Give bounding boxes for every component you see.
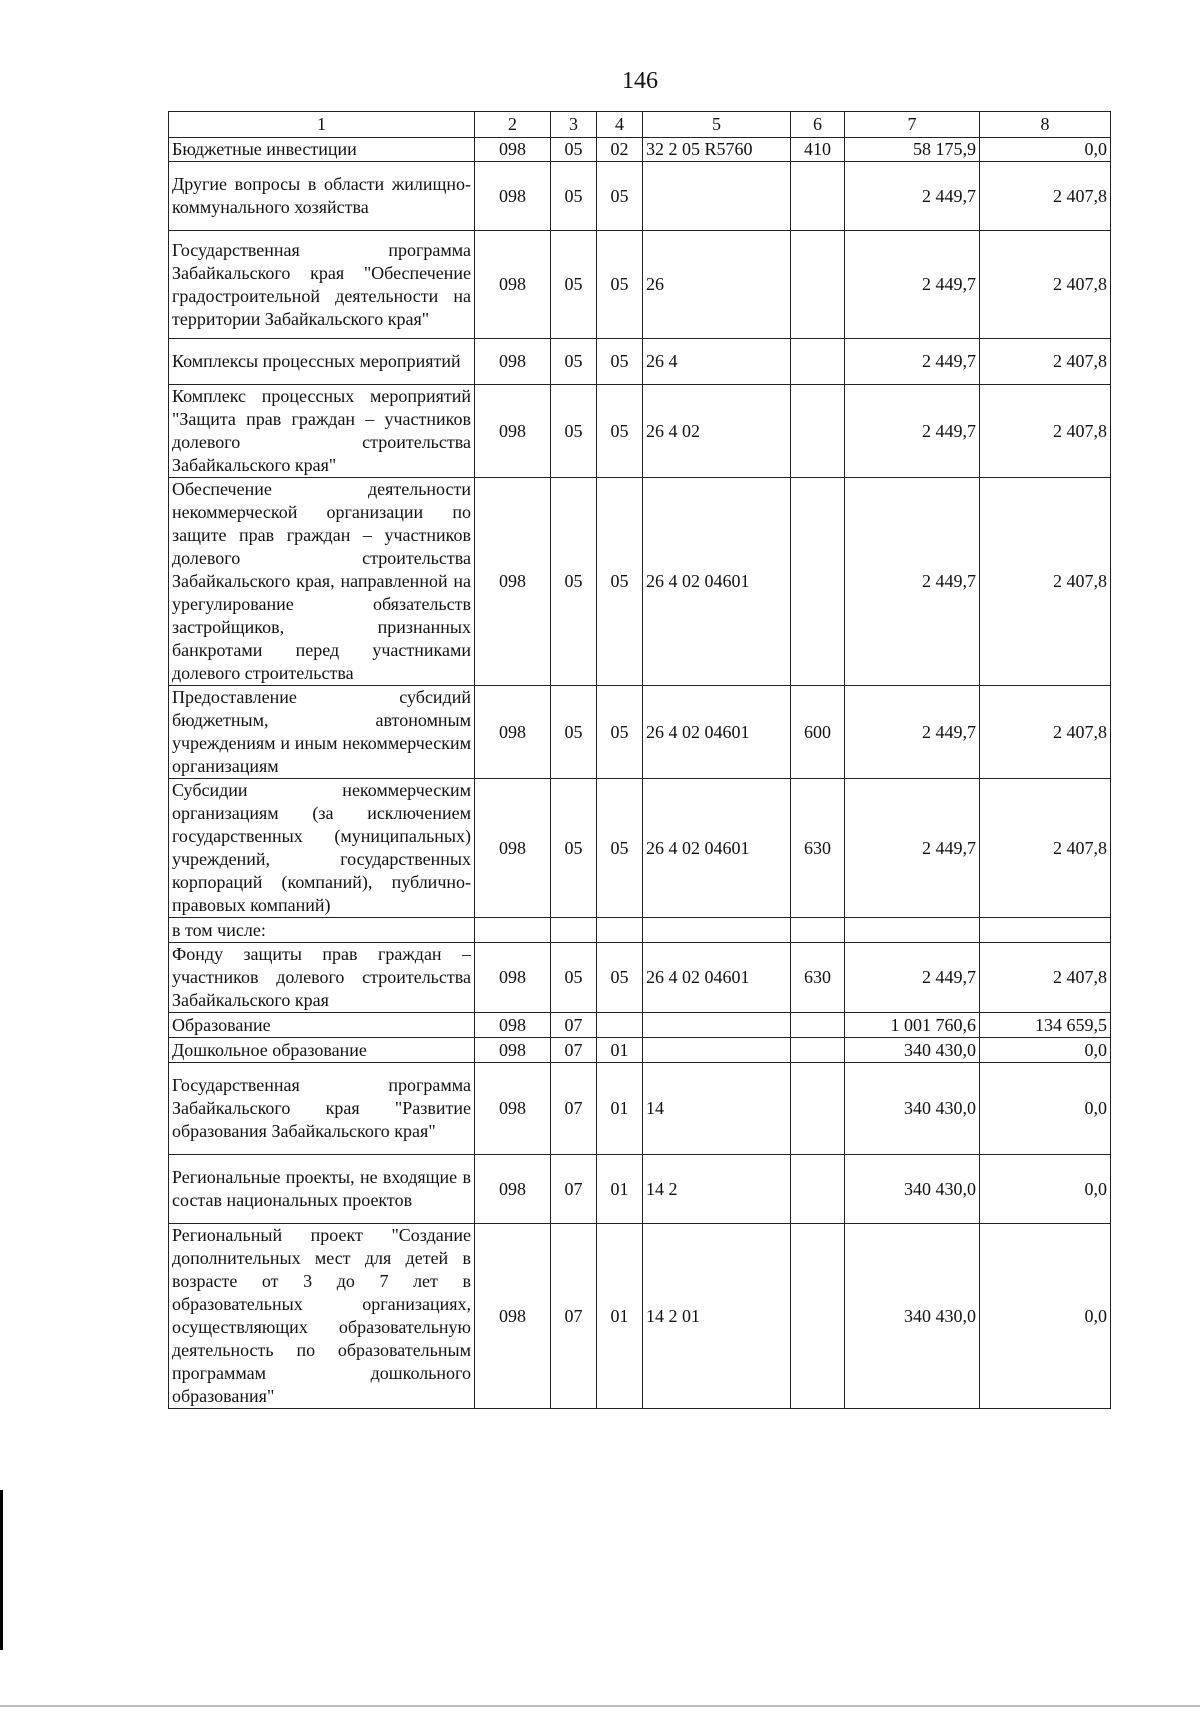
budget-table [168,111,1111,1409]
table-cell: 05 [597,339,643,385]
row-name-cell: Региональный проект "Создание дополнительных мест для детей в возрасте от 3 до 7 лет в образовательных организациях, осуществляющих образовательную деятельность по образовательным программам дошкольного образования" [169,1224,475,1409]
table-cell [791,231,845,339]
table-cell: 01 [597,1155,643,1224]
table-cell: 2 449,7 [845,339,980,385]
table-cell [791,162,845,231]
table-cell: 01 [597,1063,643,1155]
table-cell: 2 407,8 [980,385,1111,478]
table-cell: 05 [551,478,597,686]
table-cell: 2 407,8 [980,478,1111,686]
column-header: 3 [551,112,597,138]
table-cell: 134 659,5 [980,1013,1111,1038]
table-cell [791,1063,845,1155]
table-cell [475,918,551,943]
table-cell: 05 [551,943,597,1013]
table-cell: 098 [475,1224,551,1409]
table-cell: 05 [597,231,643,339]
table-cell: 340 430,0 [845,1224,980,1409]
table-cell: 32 2 05 R5760 [643,138,791,162]
table-cell: 098 [475,686,551,779]
table-cell: 01 [597,1224,643,1409]
table-cell: 410 [791,138,845,162]
table-cell: 0,0 [980,138,1111,162]
table-cell [791,918,845,943]
column-header: 5 [643,112,791,138]
table-cell: 07 [551,1038,597,1063]
table-cell [791,385,845,478]
table-row [169,478,1111,686]
table-cell: 340 430,0 [845,1038,980,1063]
table-cell: 2 449,7 [845,385,980,478]
table-cell: 098 [475,339,551,385]
table-cell: 2 407,8 [980,231,1111,339]
row-name-cell: Комплекс процессных мероприятий "Защита прав граждан – участников долевого строительства Забайкальского края" [169,385,475,478]
table-cell: 2 407,8 [980,779,1111,918]
table-cell: 26 4 02 04601 [643,686,791,779]
table-cell [791,1013,845,1038]
table-cell [791,1224,845,1409]
table-cell [643,162,791,231]
table-row [169,1224,1111,1409]
table-cell: 098 [475,478,551,686]
table-cell: 07 [551,1013,597,1038]
table-row [169,918,1111,943]
table-cell: 01 [597,1038,643,1063]
table-cell: 098 [475,385,551,478]
table-cell: 098 [475,1038,551,1063]
table-cell: 098 [475,779,551,918]
row-name-cell: Субсидии некоммерческим организациям (за исключением государственных (муниципальных) учреждений, государственных корпораций (компаний), публично-правовых компаний) [169,779,475,918]
row-name-cell: в том числе: [169,918,475,943]
table-cell: 05 [597,779,643,918]
table-cell: 05 [597,162,643,231]
row-name-cell: Бюджетные инвестиции [169,138,475,162]
table-row [169,138,1111,162]
row-name-cell: Предоставление субсидий бюджетным, автономным учреждениям и иным некоммерческим организациям [169,686,475,779]
table-cell: 098 [475,1155,551,1224]
scan-edge-mark [0,1490,3,1650]
table-cell: 26 [643,231,791,339]
table-cell: 2 449,7 [845,779,980,918]
row-name-cell: Фонду защиты прав граждан – участников долевого строительства Забайкальского края [169,943,475,1013]
row-name-cell: Другие вопросы в области жилищно-коммунального хозяйства [169,162,475,231]
table-cell [597,918,643,943]
column-header: 4 [597,112,643,138]
column-header: 2 [475,112,551,138]
table-cell [643,1038,791,1063]
table-cell [791,1038,845,1063]
table-row [169,1155,1111,1224]
table-cell: 05 [597,686,643,779]
table-cell: 2 449,7 [845,478,980,686]
table-cell: 0,0 [980,1155,1111,1224]
table-row [169,686,1111,779]
table-cell: 14 [643,1063,791,1155]
table-cell: 02 [597,138,643,162]
table-cell: 0,0 [980,1038,1111,1063]
table-cell: 14 2 [643,1155,791,1224]
table-cell: 098 [475,138,551,162]
table-row [169,385,1111,478]
table-cell: 2 449,7 [845,686,980,779]
table-cell [597,1013,643,1038]
table-body [169,112,1111,1409]
table-cell: 07 [551,1224,597,1409]
table-cell: 600 [791,686,845,779]
table-row [169,162,1111,231]
column-header: 1 [169,112,475,138]
table-cell: 05 [597,943,643,1013]
table-cell: 2 407,8 [980,339,1111,385]
table-row [169,779,1111,918]
header-row [169,112,1111,138]
column-header: 7 [845,112,980,138]
table-cell: 098 [475,1063,551,1155]
table-cell: 630 [791,943,845,1013]
table-cell: 05 [597,385,643,478]
table-cell: 26 4 02 [643,385,791,478]
table-cell: 098 [475,943,551,1013]
table-cell: 07 [551,1155,597,1224]
table-cell: 26 4 02 04601 [643,779,791,918]
table-cell: 05 [551,779,597,918]
table-cell: 14 2 01 [643,1224,791,1409]
table-cell: 05 [551,339,597,385]
table-row [169,231,1111,339]
table-cell: 05 [551,162,597,231]
row-name-cell: Государственная программа Забайкальского края "Развитие образования Забайкальского края" [169,1063,475,1155]
table-cell: 26 4 02 04601 [643,478,791,686]
table-cell [980,918,1111,943]
row-name-cell: Обеспечение деятельности некоммерческой организации по защите прав граждан – участников долевого строительства Забайкальского края, направленной на урегулирование обязательств застройщиков, признанных банкротами перед участниками долевого строительства [169,478,475,686]
table-cell: 26 4 02 04601 [643,943,791,1013]
table-cell: 340 430,0 [845,1063,980,1155]
table-cell [643,918,791,943]
table-cell: 098 [475,231,551,339]
table-row [169,1063,1111,1155]
table-cell [643,1013,791,1038]
table-cell [791,478,845,686]
table-cell: 05 [551,385,597,478]
table-cell: 05 [551,686,597,779]
table-cell: 2 407,8 [980,943,1111,1013]
table-row [169,339,1111,385]
table-cell: 0,0 [980,1063,1111,1155]
column-header: 6 [791,112,845,138]
table-cell: 2 407,8 [980,686,1111,779]
table-row [169,1013,1111,1038]
scan-bottom-edge [0,1705,1200,1707]
table-cell: 26 4 [643,339,791,385]
row-name-cell: Комплексы процессных мероприятий [169,339,475,385]
table-cell: 05 [597,478,643,686]
table-cell [791,339,845,385]
table-cell: 07 [551,1063,597,1155]
table-cell: 340 430,0 [845,1155,980,1224]
page-number: 146 [622,68,658,94]
table-cell: 05 [551,138,597,162]
table-cell: 098 [475,1013,551,1038]
table-cell: 2 449,7 [845,231,980,339]
table-cell: 2 407,8 [980,162,1111,231]
row-name-cell: Региональные проекты, не входящие в состав национальных проектов [169,1155,475,1224]
table-cell: 1 001 760,6 [845,1013,980,1038]
table-cell [845,918,980,943]
table-cell: 2 449,7 [845,162,980,231]
row-name-cell: Государственная программа Забайкальского края "Обеспечение градостроительной деятельности на территории Забайкальского края" [169,231,475,339]
table-cell: 2 449,7 [845,943,980,1013]
table-cell: 58 175,9 [845,138,980,162]
table-cell [551,918,597,943]
table-row [169,1038,1111,1063]
row-name-cell: Дошкольное образование [169,1038,475,1063]
table-cell: 0,0 [980,1224,1111,1409]
table-cell: 098 [475,162,551,231]
table-cell: 630 [791,779,845,918]
table-row [169,943,1111,1013]
table-cell: 05 [551,231,597,339]
table-cell [791,1155,845,1224]
column-header: 8 [980,112,1111,138]
row-name-cell: Образование [169,1013,475,1038]
